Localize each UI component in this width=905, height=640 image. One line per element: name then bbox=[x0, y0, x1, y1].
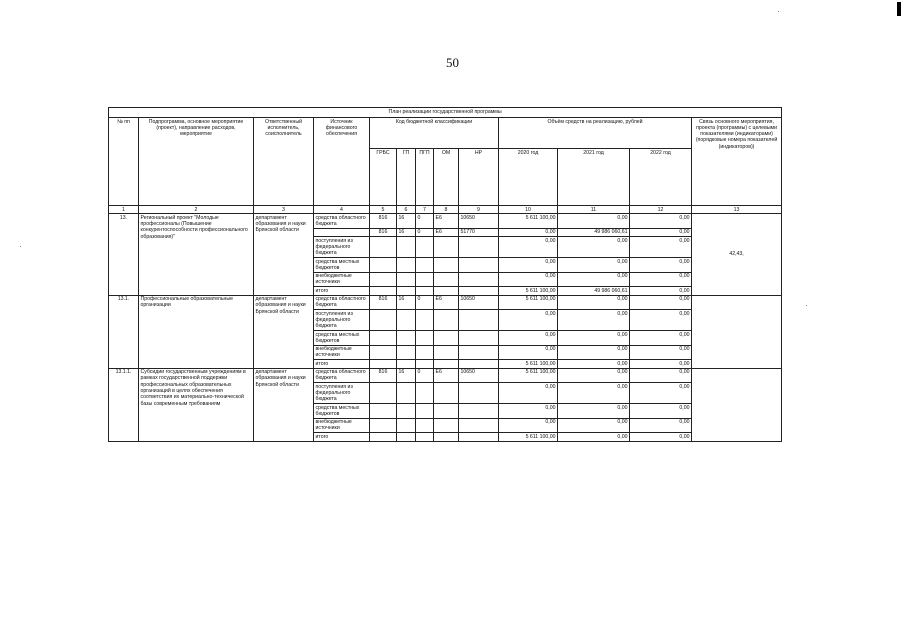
cell-om bbox=[434, 310, 459, 331]
header-volume: Объём средств на реализацию, рублей bbox=[499, 118, 692, 149]
cell-source: поступления из федерального бюджета bbox=[314, 383, 370, 404]
cell-y2021: 0,00 bbox=[558, 331, 630, 346]
cell-nr: 10650 bbox=[459, 368, 499, 383]
column-number: 9 bbox=[459, 206, 499, 214]
cell-nr: 51770 bbox=[459, 228, 499, 236]
cell-gp bbox=[397, 331, 416, 346]
cell-y2021: 0,00 bbox=[558, 433, 630, 441]
cell-y2020: 0,00 bbox=[499, 272, 558, 287]
cell-source: итого bbox=[314, 360, 370, 368]
cell-y2022: 0,00 bbox=[630, 310, 692, 331]
cell-om bbox=[434, 360, 459, 368]
cell-y2020: 0,00 bbox=[499, 310, 558, 331]
cell-y2020: 5 611 100,00 bbox=[499, 360, 558, 368]
header-row bbox=[109, 118, 782, 149]
cell-pgp bbox=[416, 258, 434, 273]
header-link: Связь основного мероприятия, проекта (программы) с целевыми показателями (индикаторами) (порядковые номера показателей (индикаторов)) bbox=[692, 118, 782, 206]
cell-y2022: 0,00 bbox=[630, 295, 692, 310]
cell-y2020: 0,00 bbox=[499, 258, 558, 273]
cell-om: E6 bbox=[434, 214, 459, 229]
header-gp: ГП bbox=[397, 149, 416, 206]
cell-y2021: 0,00 bbox=[558, 310, 630, 331]
cell-y2021: 0,00 bbox=[558, 214, 630, 229]
cell-grbs bbox=[370, 310, 397, 331]
column-number: 11 bbox=[558, 206, 630, 214]
scan-speck bbox=[20, 246, 21, 247]
cell-y2020: 0,00 bbox=[499, 237, 558, 258]
cell-source: внебюджетные источники bbox=[314, 272, 370, 287]
cell-y2020: 5 611 100,00 bbox=[499, 287, 558, 295]
cell-nr bbox=[459, 345, 499, 360]
column-number: 6 bbox=[397, 206, 416, 214]
executor-cell: департамент образования и науки Брянской области bbox=[254, 295, 314, 368]
cell-y2022: 0,00 bbox=[630, 360, 692, 368]
cell-source: поступления из федерального бюджета bbox=[314, 237, 370, 258]
cell-om bbox=[434, 383, 459, 404]
cell-pgp: 0 bbox=[416, 228, 434, 236]
cell-source: средства местных бюджетов bbox=[314, 258, 370, 273]
cell-y2022: 0,00 bbox=[630, 368, 692, 383]
header-2020: 2020 год bbox=[499, 149, 558, 206]
column-number: 12 bbox=[630, 206, 692, 214]
cell-grbs bbox=[370, 433, 397, 441]
cell-gp bbox=[397, 433, 416, 441]
cell-y2020: 0,00 bbox=[499, 383, 558, 404]
cell-y2021: 0,00 bbox=[558, 418, 630, 433]
cell-y2021: 0,00 bbox=[558, 404, 630, 419]
cell-gp: 16 bbox=[397, 295, 416, 310]
indicators-cell: 42,43, bbox=[692, 214, 782, 295]
cell-y2021: 49 986 060,61 bbox=[558, 287, 630, 295]
page-number: 50 bbox=[446, 55, 459, 70]
cell-source: средства областного бюджета bbox=[314, 295, 370, 310]
cell-grbs: 816 bbox=[370, 228, 397, 236]
scan-edge-mark bbox=[897, 2, 901, 16]
cell-pgp bbox=[416, 345, 434, 360]
cell-source: внебюджетные источники bbox=[314, 418, 370, 433]
cell-y2022: 0,00 bbox=[630, 287, 692, 295]
cell-source: итого bbox=[314, 287, 370, 295]
cell-source: средства местных бюджетов bbox=[314, 331, 370, 346]
cell-source: итого bbox=[314, 433, 370, 441]
cell-pgp: 0 bbox=[416, 295, 434, 310]
cell-om bbox=[434, 237, 459, 258]
cell-om bbox=[434, 433, 459, 441]
cell-y2020: 0,00 bbox=[499, 331, 558, 346]
header-2022: 2022 год bbox=[630, 149, 692, 206]
cell-grbs bbox=[370, 237, 397, 258]
column-number: 5 bbox=[370, 206, 397, 214]
cell-gp: 16 bbox=[397, 228, 416, 236]
cell-nr bbox=[459, 237, 499, 258]
scan-speck bbox=[806, 305, 807, 306]
cell-y2020: 0,00 bbox=[499, 228, 558, 236]
header-num: № пп bbox=[109, 118, 139, 206]
cell-y2020: 5 611 100,00 bbox=[499, 433, 558, 441]
cell-gp bbox=[397, 418, 416, 433]
column-number: 2 bbox=[139, 206, 254, 214]
cell-grbs bbox=[370, 331, 397, 346]
cell-om bbox=[434, 272, 459, 287]
cell-y2022: 0,00 bbox=[630, 433, 692, 441]
cell-nr: 10650 bbox=[459, 295, 499, 310]
cell-pgp: 0 bbox=[416, 214, 434, 229]
cell-y2022: 0,00 bbox=[630, 418, 692, 433]
cell-gp bbox=[397, 360, 416, 368]
cell-gp bbox=[397, 258, 416, 273]
cell-grbs: 816 bbox=[370, 214, 397, 229]
header-om: ОМ bbox=[434, 149, 459, 206]
cell-nr bbox=[459, 383, 499, 404]
measure-name: Профессиональные образовательные организации bbox=[139, 295, 254, 368]
cell-y2020: 5 611 100,00 bbox=[499, 214, 558, 229]
cell-y2021: 0,00 bbox=[558, 345, 630, 360]
cell-source: средства областного бюджета bbox=[314, 368, 370, 383]
cell-gp bbox=[397, 287, 416, 295]
column-number: 4 bbox=[314, 206, 370, 214]
cell-om bbox=[434, 331, 459, 346]
cell-y2022: 0,00 bbox=[630, 228, 692, 236]
cell-source bbox=[314, 228, 370, 236]
header-pgp: ПГП bbox=[416, 149, 434, 206]
cell-om bbox=[434, 345, 459, 360]
cell-y2021: 0,00 bbox=[558, 237, 630, 258]
cell-nr bbox=[459, 404, 499, 419]
cell-y2021: 0,00 bbox=[558, 295, 630, 310]
measure-name: Субсидии государственным учреждениям в рамках государственной поддержки профессиональных образовательных организаций в целях обеспечения соответствия их материально-технической базы современным требованиям bbox=[139, 368, 254, 441]
cell-gp: 16 bbox=[397, 368, 416, 383]
cell-om: E6 bbox=[434, 295, 459, 310]
cell-gp bbox=[397, 272, 416, 287]
cell-nr bbox=[459, 310, 499, 331]
cell-nr bbox=[459, 331, 499, 346]
column-number: 13 bbox=[692, 206, 782, 214]
table-body bbox=[109, 108, 782, 442]
cell-om: E6 bbox=[434, 368, 459, 383]
cell-grbs bbox=[370, 272, 397, 287]
cell-y2022: 0,00 bbox=[630, 237, 692, 258]
cell-pgp bbox=[416, 418, 434, 433]
cell-y2021: 0,00 bbox=[558, 258, 630, 273]
row-number: 13.1. bbox=[109, 295, 139, 368]
cell-pgp bbox=[416, 237, 434, 258]
cell-y2022: 0,00 bbox=[630, 272, 692, 287]
cell-source: средства местных бюджетов bbox=[314, 404, 370, 419]
cell-grbs: 816 bbox=[370, 295, 397, 310]
header-2021: 2021 год bbox=[558, 149, 630, 206]
cell-om bbox=[434, 404, 459, 419]
table-row bbox=[109, 368, 782, 383]
header-budget-code: Код бюджетной классификации bbox=[370, 118, 499, 149]
scan-speck bbox=[778, 11, 779, 12]
cell-grbs bbox=[370, 258, 397, 273]
cell-grbs bbox=[370, 383, 397, 404]
cell-om bbox=[434, 418, 459, 433]
row-number: 13.1.1. bbox=[109, 368, 139, 441]
column-number: 1 bbox=[109, 206, 139, 214]
row-number: 13. bbox=[109, 214, 139, 295]
header-subprogram: Подпрограмма, основное мероприятие (проект), направление расходов, мероприятие bbox=[139, 118, 254, 206]
cell-pgp bbox=[416, 287, 434, 295]
cell-y2022: 0,00 bbox=[630, 214, 692, 229]
column-number: 7 bbox=[416, 206, 434, 214]
implementation-plan-table bbox=[108, 107, 782, 442]
cell-gp bbox=[397, 404, 416, 419]
cell-y2022: 0,00 bbox=[630, 404, 692, 419]
cell-nr bbox=[459, 418, 499, 433]
cell-gp bbox=[397, 237, 416, 258]
indicators-cell bbox=[692, 368, 782, 441]
header-nr: НР bbox=[459, 149, 499, 206]
cell-pgp bbox=[416, 404, 434, 419]
header-grbs: ГРБС bbox=[370, 149, 397, 206]
cell-y2020: 5 611 100,00 bbox=[499, 368, 558, 383]
cell-y2020: 0,00 bbox=[499, 418, 558, 433]
cell-y2021: 0,00 bbox=[558, 383, 630, 404]
cell-nr bbox=[459, 258, 499, 273]
cell-source: средства областного бюджета bbox=[314, 214, 370, 229]
measure-name: Региональный проект "Молодые профессионалы (Повышение конкурентоспособности профессионального образования)" bbox=[139, 214, 254, 295]
column-number: 8 bbox=[434, 206, 459, 214]
cell-gp bbox=[397, 345, 416, 360]
cell-pgp bbox=[416, 272, 434, 287]
cell-grbs bbox=[370, 418, 397, 433]
cell-nr: 10650 bbox=[459, 214, 499, 229]
cell-pgp bbox=[416, 310, 434, 331]
cell-gp bbox=[397, 310, 416, 331]
cell-y2021: 0,00 bbox=[558, 272, 630, 287]
cell-y2022: 0,00 bbox=[630, 383, 692, 404]
table-title: План реализации государственной программы bbox=[109, 108, 782, 118]
cell-nr bbox=[459, 433, 499, 441]
column-number: 10 bbox=[499, 206, 558, 214]
cell-y2020: 0,00 bbox=[499, 404, 558, 419]
cell-nr bbox=[459, 287, 499, 295]
cell-grbs bbox=[370, 404, 397, 419]
cell-pgp bbox=[416, 383, 434, 404]
cell-y2022: 0,00 bbox=[630, 331, 692, 346]
executor-cell: департамент образования и науки Брянской области bbox=[254, 368, 314, 441]
indicators-cell bbox=[692, 295, 782, 368]
cell-y2022: 0,00 bbox=[630, 258, 692, 273]
table-title-row bbox=[109, 108, 782, 118]
cell-pgp bbox=[416, 433, 434, 441]
cell-om bbox=[434, 258, 459, 273]
cell-y2020: 0,00 bbox=[499, 345, 558, 360]
cell-grbs bbox=[370, 360, 397, 368]
cell-y2022: 0,00 bbox=[630, 345, 692, 360]
cell-grbs bbox=[370, 287, 397, 295]
header-source: Источник финансового обеспечения bbox=[314, 118, 370, 206]
cell-om bbox=[434, 287, 459, 295]
cell-nr bbox=[459, 360, 499, 368]
cell-om: E6 bbox=[434, 228, 459, 236]
table-row bbox=[109, 214, 782, 229]
cell-source: поступления из федерального бюджета bbox=[314, 310, 370, 331]
cell-nr bbox=[459, 272, 499, 287]
cell-y2021: 0,00 bbox=[558, 368, 630, 383]
cell-grbs bbox=[370, 345, 397, 360]
column-number: 3 bbox=[254, 206, 314, 214]
cell-y2020: 5 611 100,00 bbox=[499, 295, 558, 310]
cell-grbs: 816 bbox=[370, 368, 397, 383]
cell-pgp: 0 bbox=[416, 368, 434, 383]
table-row bbox=[109, 295, 782, 310]
cell-y2021: 0,00 bbox=[558, 360, 630, 368]
cell-pgp bbox=[416, 360, 434, 368]
cell-source: внебюджетные источники bbox=[314, 345, 370, 360]
cell-y2021: 49 986 060,61 bbox=[558, 228, 630, 236]
cell-gp bbox=[397, 383, 416, 404]
cell-pgp bbox=[416, 331, 434, 346]
column-numbers-row bbox=[109, 206, 782, 214]
executor-cell: департамент образования и науки Брянской области bbox=[254, 214, 314, 295]
header-executor: Ответственный исполнитель, соисполнитель bbox=[254, 118, 314, 206]
cell-gp: 16 bbox=[397, 214, 416, 229]
